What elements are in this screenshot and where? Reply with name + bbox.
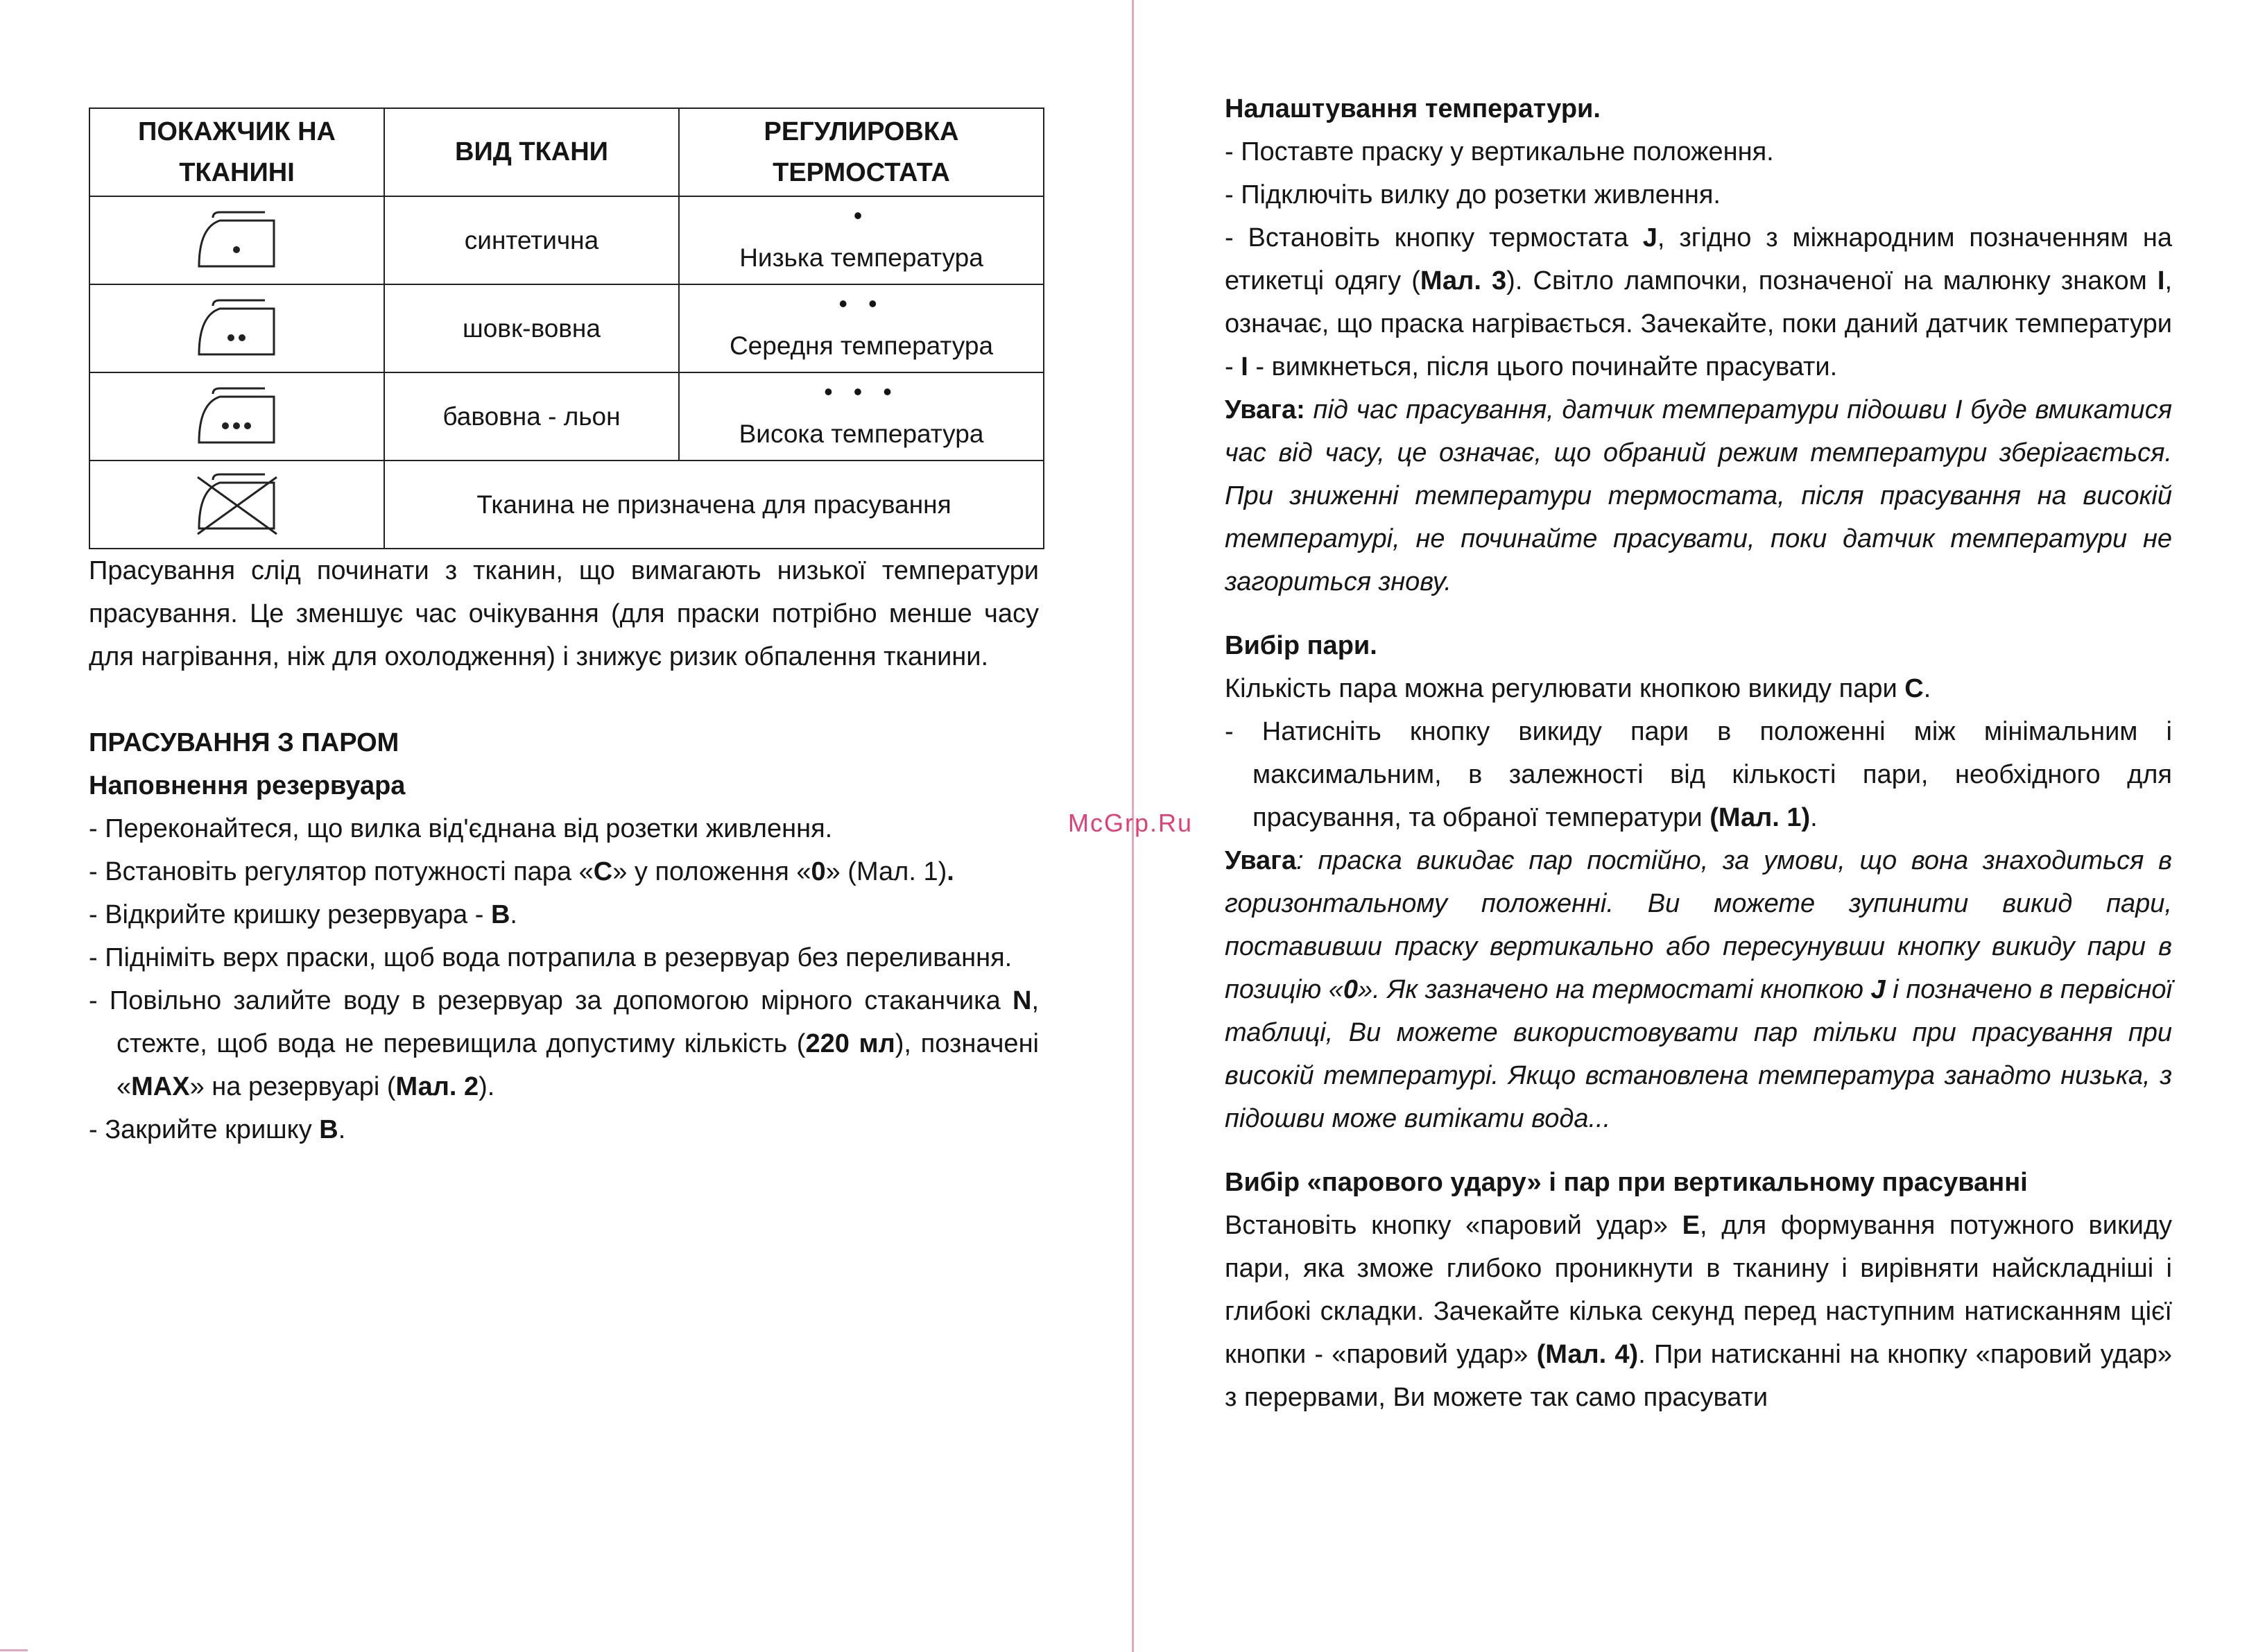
steam-shot-text xyxy=(1225,1204,2172,1419)
text: B xyxy=(490,900,510,929)
text: ». Як зазначено на термостаті кнопкою xyxy=(1358,975,1871,1004)
thermostat-dots: • xyxy=(853,200,870,230)
temperature-label: Низька температура xyxy=(739,243,983,272)
text: - Встановіть регулятор потужності пара « xyxy=(89,857,594,886)
crop-mark xyxy=(0,1649,28,1651)
text: - Натисніть кнопку викиду пари в положенні між мінімальним і максимальним, в залежності від кількості пари, необхідного для прасування, та обраної температури xyxy=(1225,717,2172,832)
text: 0 xyxy=(811,857,826,886)
watermark: McGrp.Ru xyxy=(1068,809,1194,837)
right-page xyxy=(1225,87,2172,1419)
text: - Відкрийте кришку резервуара - xyxy=(89,900,491,929)
tank-filling-title: Наповнення резервуара xyxy=(89,771,406,800)
iron-two-dots-icon xyxy=(89,284,384,372)
fabric-name: синтетична xyxy=(384,196,679,284)
text: B xyxy=(319,1115,338,1144)
text: » (Мал. 1) xyxy=(825,857,947,886)
text: - Повільно залийте воду в резервуар за допомогою мірного стаканчика xyxy=(89,986,1013,1015)
table-row xyxy=(89,372,1044,461)
text: , для формування потужного викиду пари, яка зможе глибоко проникнути в тканину і вирівняти найскладніші і глибокі складки. Зачекайте кілька секунд перед наступним натисканням цієї кнопки - «паровий удар» xyxy=(1225,1211,2172,1369)
text: - вимкнеться, після цього починайте прасувати. xyxy=(1248,352,1838,381)
text: і позначено в первісної таблиці, Ви можете використовувати пар тільки при прасування при високій температурі. Якщо встановлена температура занадто низька, з підошви може витікати вода... xyxy=(1225,975,2172,1133)
step-set-regulator xyxy=(89,850,1039,893)
thermostat-dots: • • xyxy=(838,289,884,318)
text: ). xyxy=(479,1072,495,1101)
text: . xyxy=(338,1115,346,1144)
steam-selection-title: Вибір пари. xyxy=(1225,631,1377,660)
table-row xyxy=(89,196,1044,284)
step-open-lid xyxy=(89,893,1039,936)
text: - Закрийте кришку xyxy=(89,1115,320,1144)
iron-three-dots-icon xyxy=(89,372,384,461)
table-header-row xyxy=(89,108,1044,196)
iron-crossed-icon xyxy=(89,461,384,549)
table-row xyxy=(89,284,1044,372)
step-plug-in: - Підключіть вилку до розетки живлення. xyxy=(1225,180,1721,209)
warning-label: Увага xyxy=(1225,846,1297,875)
header-thermostat: РЕГУЛИРОВКА ТЕРМОСТАТА xyxy=(679,108,1044,196)
thermostat-dots: • • • xyxy=(824,377,899,406)
header-label: ПОКАЖЧИК НА ТКАНИНІ xyxy=(89,108,384,196)
text: Кількість пара можна регулювати кнопкою викиду пари xyxy=(1225,674,1905,703)
text: 220 мл xyxy=(805,1029,895,1058)
text: J xyxy=(1642,223,1657,252)
text: , означає, що праска нагрівається. Зачекайте, поки даний датчик температури - xyxy=(1225,266,2173,381)
fabric-name: шовк-вовна xyxy=(384,284,679,372)
text: J xyxy=(1870,975,1886,1004)
text: I xyxy=(1241,352,1248,381)
thermostat-setting xyxy=(679,196,1044,284)
step-vertical: - Поставте праску у вертикальне положення. xyxy=(1225,137,1774,166)
text: - Встановіть кнопку термостата xyxy=(1225,223,1643,252)
text: MAX xyxy=(131,1072,190,1101)
thermostat-setting xyxy=(679,372,1044,461)
temperature-label: Середня температура xyxy=(729,331,994,360)
text: Встановіть кнопку «паровий удар» xyxy=(1225,1211,1682,1240)
table-row xyxy=(89,461,1044,549)
step-set-thermostat xyxy=(1225,216,2172,388)
iron-one-dot-icon xyxy=(89,196,384,284)
text: . xyxy=(947,857,954,886)
text: » у положення « xyxy=(612,857,811,886)
text: C xyxy=(1904,674,1924,703)
text: , згідно з міжнародним позначенням на етикетці одягу ( xyxy=(1225,223,2172,295)
text: ), позначені « xyxy=(117,1029,1039,1101)
step-pour-water xyxy=(89,979,1039,1108)
text: Мал. 2 xyxy=(395,1072,479,1101)
header-fabric: ВИД ТКАНИ xyxy=(384,108,679,196)
intro-paragraph: Прасування слід починати з тканин, що вимагають низької температури прасування. Це зменшує час очікування (для праски потрібно менше часу для нагрівання, ніж для охолодження) і знижує ризик обпалення тканини. xyxy=(89,556,1039,671)
text: ). Світло лампочки, позначеної на малюнку знаком xyxy=(1506,266,2158,295)
no-ironing-label: Тканина не призначена для прасування xyxy=(384,461,1044,549)
text: 0 xyxy=(1343,975,1359,1004)
text: : праска викидає пар постійно, за умови, що вона знаходиться в горизонтальному положенні. Ви можете зупинити викид пари, поставивши праску вертикально або пересунувши кнопку викиду пари в позицію « xyxy=(1225,846,2172,1004)
steam-ironing-title: ПРАСУВАННЯ З ПАРОМ xyxy=(89,728,399,757)
text: N xyxy=(1012,986,1032,1015)
text: . xyxy=(1923,674,1931,703)
text: (Мал. 1) xyxy=(1709,803,1811,832)
step-lift-iron: - Підніміть верх праски, щоб вода потрапила в резервуар без переливання. xyxy=(89,943,1013,972)
left-page xyxy=(89,107,1039,1151)
step-press-steam xyxy=(1225,710,2172,839)
step-unplug: - Переконайтеся, що вилка від'єднана від розетки живлення. xyxy=(89,814,833,843)
thermostat-setting xyxy=(679,284,1044,372)
steam-shot-title: Вибір «парового удару» і пар при вертикальному прасуванні xyxy=(1225,1168,2028,1197)
text: . При натисканні на кнопку «паровий удар» з перервами, Ви можете так само прасувати xyxy=(1225,1340,2173,1412)
warning-steam xyxy=(1225,839,2172,1140)
text: (Мал. 4) xyxy=(1536,1340,1639,1369)
text: » на резервуарі ( xyxy=(189,1072,396,1101)
text: під час прасування, датчик температури підошви I буде вмикатися час від часу, це означає, що обраний режим температури зберігається. При зниженні температури термостата, після прасування на високій температурі, не починайте прасувати, поки датчик температури не загориться знову. xyxy=(1225,395,2172,596)
text: . xyxy=(510,900,517,929)
text: . xyxy=(1810,803,1818,832)
text: C xyxy=(593,857,613,886)
text: Мал. 3 xyxy=(1420,266,1507,295)
temperature-label: Висока температура xyxy=(739,419,984,448)
text: I xyxy=(2157,266,2165,295)
fabric-table xyxy=(89,107,1044,549)
text: , стежте, щоб вода не перевищила допустиму кількість ( xyxy=(117,986,1039,1058)
warning-temperature xyxy=(1225,388,2172,603)
text: E xyxy=(1682,1211,1700,1240)
temperature-setting-title: Налаштування температури. xyxy=(1225,94,1601,123)
step-close-lid xyxy=(89,1108,1039,1151)
fabric-name: бавовна - льон xyxy=(384,372,679,461)
warning-label: Увага: xyxy=(1225,395,1305,424)
steam-amount-text xyxy=(1225,667,2172,710)
